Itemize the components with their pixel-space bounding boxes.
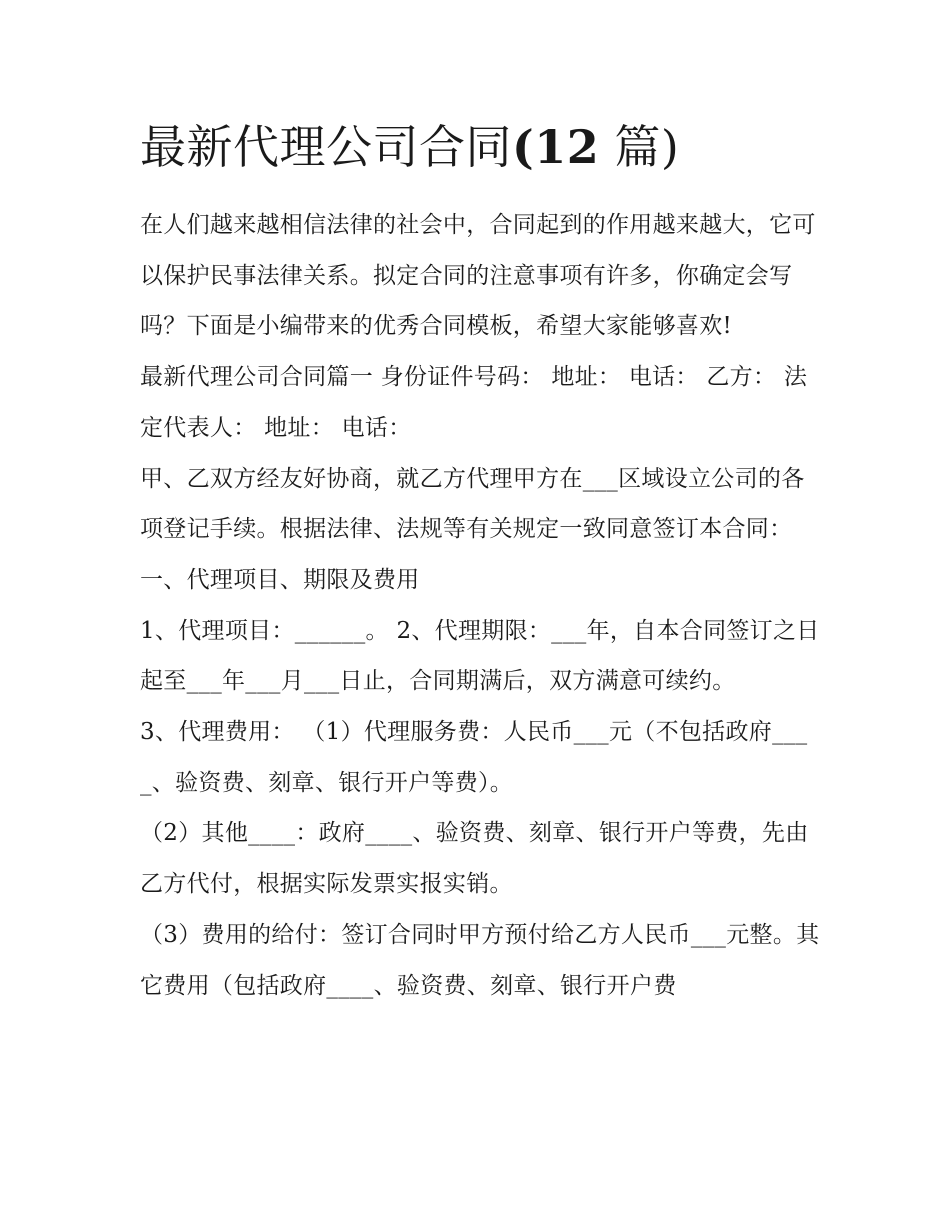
intro-paragraph: 在人们越来越相信法律的社会中，合同起到的作用越来越大，它可以保护民事法律关系。拟定合同的注意事项有许多，你确定会写吗？下面是小编带来的优秀合同模板，希望大家能够喜欢!: [140, 212, 816, 340]
title-count: (12: [512, 120, 600, 174]
clause-3-2-paragraph: （2）其他____：政府____、验资费、刻章、银行开户等费，先由乙方代付，根据实际发票实报实销。: [140, 820, 809, 898]
clause-3-paragraph: 3、代理费用： （1）代理服务费：人民币___元（不包括政府____、验资费、刻章、银行开户等费）。: [140, 719, 808, 796]
party-info-paragraph: 最新代理公司合同篇一 身份证件号码： 地址： 电话： 乙方： 法定代表人： 地址： 电话：: [140, 364, 808, 441]
page-title: [140, 116, 820, 178]
clause-1-2-paragraph: 1、代理项目：______。 2、代理期限：___年，自本合同签订之日起至___年___月___日止，合同期满后，双方满意可续约。: [140, 617, 820, 695]
agreement-paragraph: 甲、乙双方经友好协商，就乙方代理甲方在___区域设立公司的各项登记手续。根据法律、法规等有关规定一致同意签订本合同： 一、代理项目、期限及费用: [140, 465, 805, 593]
document-body: [140, 116, 820, 1011]
title-suffix: 篇): [599, 120, 680, 174]
clause-3-3-paragraph: （3）费用的给付：签订合同时甲方预付给乙方人民币___元整。其它费用（包括政府____、验资费、刻章、银行开户费: [140, 921, 820, 999]
title-text: 最新代理公司合同: [140, 120, 512, 174]
